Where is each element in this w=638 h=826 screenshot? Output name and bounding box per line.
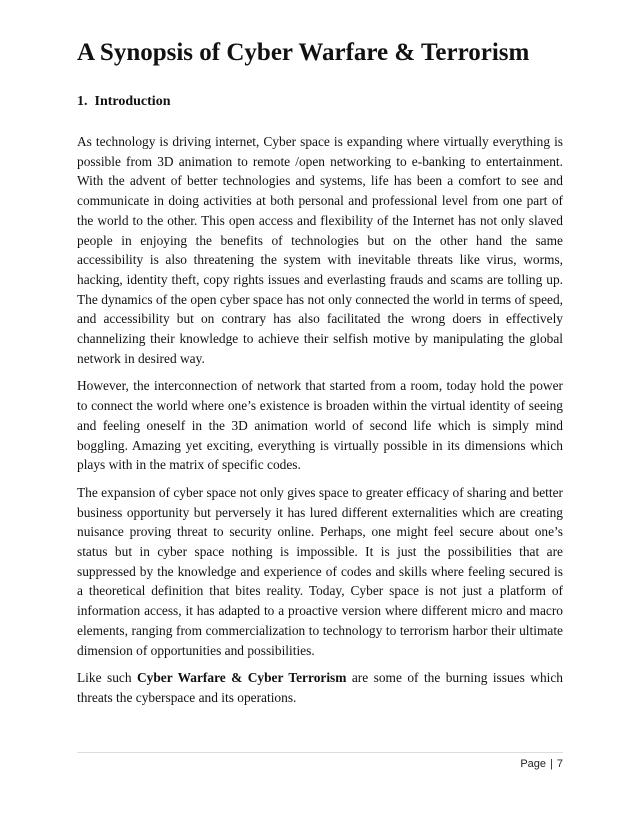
paragraph-4-emphasis: Cyber Warfare & Cyber Terrorism <box>136 670 347 686</box>
section-heading-text: Introduction <box>94 94 171 109</box>
paragraph-4-tail: are some of the burning issues which threats the cyberspace and its operations. <box>77 670 563 705</box>
footer-divider <box>77 752 563 753</box>
paragraph-4 <box>77 668 563 707</box>
section-number: 1. <box>77 94 88 109</box>
page-number: 7 <box>556 758 563 770</box>
paragraph-4-lead: Like such <box>77 670 137 686</box>
page-footer <box>520 757 563 771</box>
section-heading <box>77 93 170 111</box>
paragraph-2: However, the interconnection of network that started from a room, today hold the power to connect the world where one’s existence is broaden within the virtual identity of seeing and feeling oneself in the 3D animation world of second life which is simply mind boggling. Amazing yet exciting, everything is virtually possible in its dimensions which plays with in the matrix of specific codes. <box>77 378 563 473</box>
document-body <box>77 132 563 716</box>
paragraph-1: As technology is driving internet, Cyber space is expanding where virtually everything is possible from 3D animation to remote /open networking to e-banking to entertainment. With the advent of better technologies and systems, life has been a comfort to see and communicate in doing activities at both personal and professional level from one part of the world to the other. This open access and flexibility of the Internet has not only slaved people in enjoying the benefits of technologies but on the other hand the same accessibility is also threatening the system with inevitable threats like virus, worms, hacking, identity theft, copy rights issues and everlasting frauds and scams are tolling up. The dynamics of the open cyber space has not only connected the world in terms of speed, and accessibility but on contrary has also facilitated the wrong doers in effectively channelizing their knowledge to achieve their selfish motive by manipulating the global network in desired way. <box>77 134 563 366</box>
page-separator: | <box>550 758 553 770</box>
document-title: A Synopsis of Cyber Warfare & Terrorism <box>77 39 530 66</box>
page-label: Page <box>520 758 547 770</box>
paragraph-3: The expansion of cyber space not only gives space to greater efficacy of sharing and better business opportunity but perversely it has lured different externalities which are creating nuisance proving threat to security online. Perhaps, one might feel secure about one’s status but in cyber space nothing is impossible. It is just the possibilities that are suppressed by the knowledge and experience of codes and skills where feeling secured is a theoretical definition that bites reality. Today, Cyber space is not just a platform of information access, it has adapted to a proactive version where different micro and macro elements, ranging from commercialization to technology to terrorism harbor their ultimate dimension of opportunities and possibilities. <box>77 484 563 658</box>
